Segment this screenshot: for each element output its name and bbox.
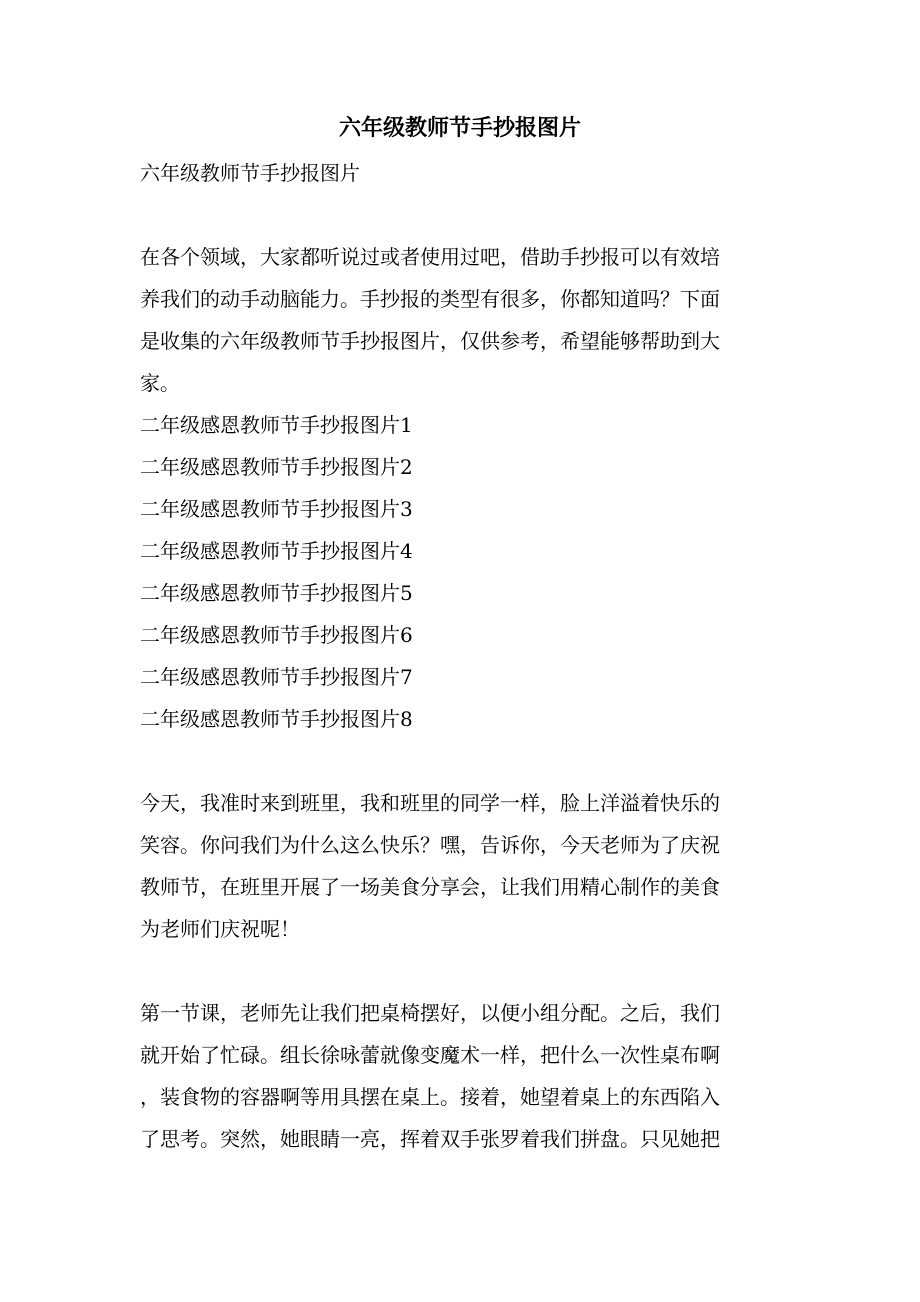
intro-line: 在各个领域，大家都听说过或者使用过吧，借助手抄报可以有效培 — [140, 245, 720, 269]
picture-list-item: 二年级感恩教师节手抄报图片5 — [140, 581, 413, 605]
blank-line — [140, 194, 780, 236]
picture-list — [140, 404, 780, 740]
intro-line: 养我们的动手动脑能力。手抄报的类型有很多，你都知道吗？下面 — [140, 287, 720, 311]
blank-line — [140, 950, 780, 992]
picture-list-item: 二年级感恩教师节手抄报图片6 — [140, 623, 413, 647]
document-body — [140, 152, 780, 1160]
paragraph-line: 第一节课，老师先让我们把桌椅摆好，以便小组分配。之后，我们 — [140, 1001, 720, 1025]
paragraph-line: ，装食物的容器啊等用具摆在桌上。接着，她望着桌上的东西陷入 — [140, 1085, 720, 1109]
paragraph-line: 了思考。突然，她眼睛一亮，挥着双手张罗着我们拼盘。只见她把 — [140, 1127, 720, 1151]
intro-line: 家。 — [140, 371, 180, 395]
document-subtitle: 六年级教师节手抄报图片 — [140, 161, 360, 185]
blank-line — [140, 740, 780, 782]
picture-list-item: 二年级感恩教师节手抄报图片8 — [140, 707, 413, 731]
paragraph-line: 笑容。你问我们为什么这么快乐？嘿，告诉你，今天老师为了庆祝 — [140, 833, 720, 857]
intro-line: 是收集的六年级教师节手抄报图片，仅供参考，希望能够帮助到大 — [140, 329, 720, 353]
paragraph-line: 今天，我准时来到班里，我和班里的同学一样，脸上洋溢着快乐的 — [140, 791, 720, 815]
picture-list-item: 二年级感恩教师节手抄报图片2 — [140, 455, 413, 479]
picture-list-item: 二年级感恩教师节手抄报图片7 — [140, 665, 413, 689]
intro-paragraph — [140, 236, 780, 404]
picture-list-item: 二年级感恩教师节手抄报图片3 — [140, 497, 413, 521]
paragraph-line: 为老师们庆祝呢！ — [140, 917, 300, 941]
picture-list-item: 二年级感恩教师节手抄报图片4 — [140, 539, 413, 563]
story-paragraph-1 — [140, 782, 780, 950]
story-paragraph-2 — [140, 992, 780, 1160]
picture-list-item: 二年级感恩教师节手抄报图片1 — [140, 413, 413, 437]
document-title: 六年级教师节手抄报图片 — [338, 115, 581, 141]
paragraph-line: 教师节，在班里开展了一场美食分享会，让我们用精心制作的美食 — [140, 875, 720, 899]
paragraph-line: 就开始了忙碌。组长徐咏蕾就像变魔术一样，把什么一次性桌布啊 — [140, 1043, 720, 1067]
